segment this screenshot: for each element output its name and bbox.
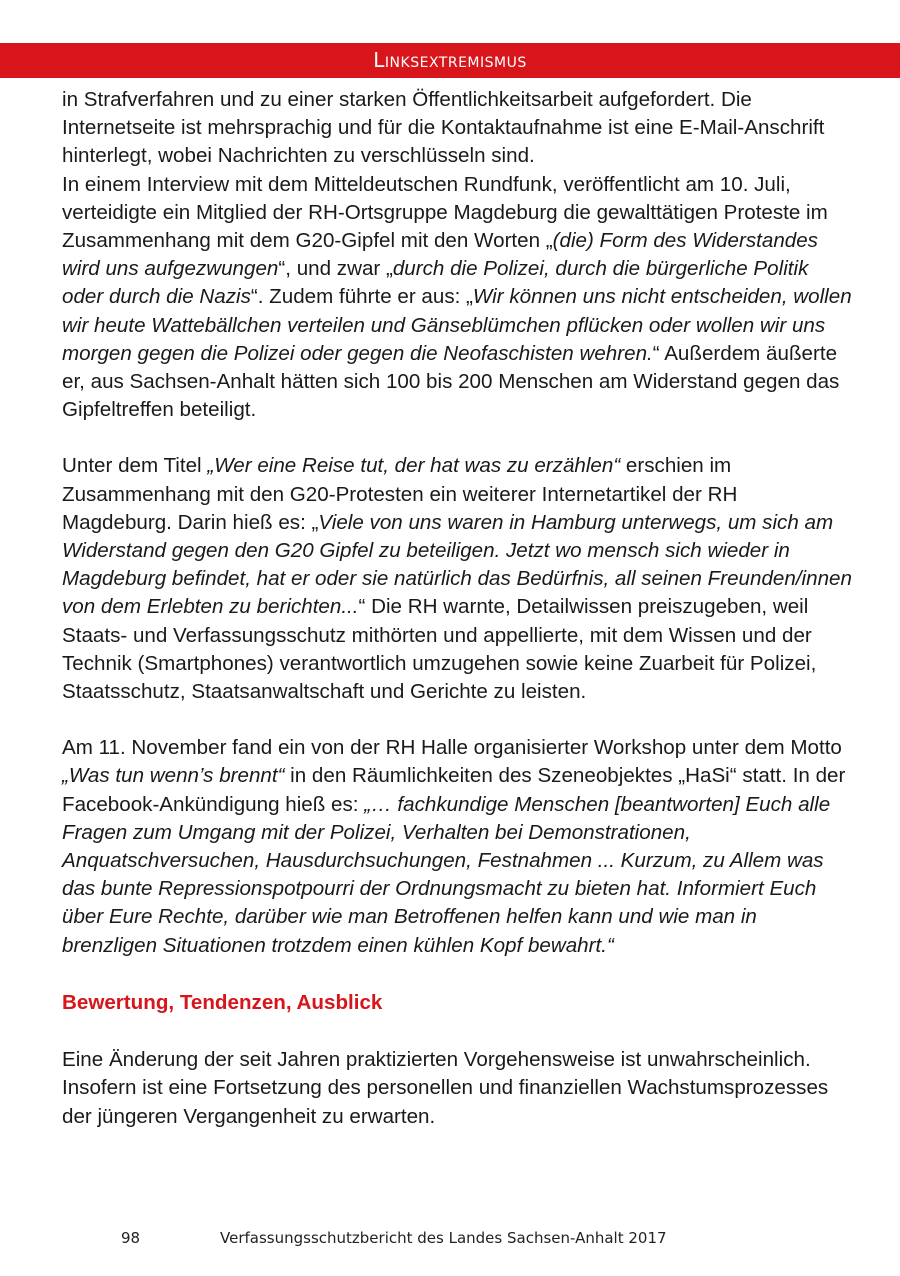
quoted-text: durch die Polizei, durch die bürgerliche Politik oder durch die Nazis	[62, 257, 809, 309]
paragraph-1	[62, 86, 852, 171]
quoted-text: (die) Form des Widerstandes wird uns aufgezwungen	[62, 229, 818, 281]
text-run: erschien im Zusammenhang mit den G20-Protesten ein weiterer Internetartikel der RH Magdeburg. Darin hieß es: „	[62, 454, 738, 534]
body-text	[62, 86, 852, 1131]
section-heading: Bewertung, Tendenzen, Ausblick	[62, 990, 383, 1014]
quoted-text: „… fachkundige Menschen [beantworten] Euch alle Fragen zum Umgang mit der Polizei, Verhalten bei Demonstrationen, Anquatschversuchen, Hausdurchsuchungen, Festnahmen ... Kurzum, zu Allem was das bunte Repressionspotpourri der Ordnungsmacht zu bieten hat. Informiert Euch über Eure Rechte, darüber wie man Betroffenen helfen kann und wie man in brenzligen Situationen trotzdem einen kühlen Kopf bewahrt.“	[62, 792, 831, 957]
paragraph-5	[62, 1046, 852, 1131]
text-run: Unter dem Titel	[62, 454, 208, 478]
text-run: “, und zwar „	[278, 257, 393, 281]
text-run: Eine Änderung der seit Jahren praktizierten Vorgehensweise ist unwahrscheinlich. Insofern ist eine Fortsetzung des personellen und finanziellen Wachstumsprozesses der jüngeren Vergangenheit zu erwarten.	[62, 1048, 829, 1128]
text-run: “ Die RH warnte, Detailwissen preiszugeben, weil Staats- und Verfassungsschutz mithörten und appellierte, mit dem Wissen und der Technik (Smartphones) verantwortlich umzugehen sowie keine Zuarbeit für Polizei, Staatsschutz, Staatsanwaltschaft und Gerichte zu leisten.	[62, 595, 817, 704]
quoted-text: „Wer eine Reise tut, der hat was zu erzählen“	[207, 454, 621, 478]
quoted-text: Wir können uns nicht entscheiden, wollen wir heute Wattebällchen verteilen und Gänseblümchen pflücken oder wollen wir uns morgen gegen die Polizei oder gegen die Neofaschisten wehren.	[62, 285, 852, 365]
text-run: in den Räumlichkeiten des Szeneobjektes „HaSi“ statt. In der Facebook-Ankündigung hieß es:	[62, 764, 846, 816]
quoted-text: „Was tun wenn’s brennt“	[62, 764, 285, 788]
text-run: In einem Interview mit dem Mitteldeutschen Rundfunk, veröffentlicht am 10. Juli, verteidigte ein Mitglied der RH-Ortsgruppe Magdeburg die gewalttätigen Proteste im Zusammenhang mit dem G20-Gipfel mit den Worten „	[62, 172, 828, 253]
page-number: 98	[121, 1229, 141, 1247]
text-run: “ Außerdem äußerte er, aus Sachsen-Anhalt hätten sich 100 bis 200 Menschen am Widerstand gegen das Gipfeltreffen beteiligt.	[62, 341, 840, 422]
paragraph-3	[62, 452, 852, 706]
quoted-text: Viele von uns waren in Hamburg unterwegs, um sich am Widerstand gegen den G20 Gipfel zu beteiligen. Jetzt wo mensch sich wieder in Magdeburg befindet, hat er oder sie natürlich das Bedürfnis, all seinen Freunden/innen von dem Erlebten zu berichten...	[62, 510, 852, 619]
text-run: in Strafverfahren und zu einer starken Öffentlichkeitsarbeit aufgefordert. Die Internetseite ist mehrsprachig und für die Kontaktaufnahme ist eine E-Mail-Anschrift hinterlegt, wobei Nachrichten zu verschlüsseln sind.	[62, 88, 825, 168]
paragraph-4	[62, 734, 852, 960]
section-header-banner	[0, 43, 900, 78]
paragraph-2	[62, 171, 852, 425]
publication-title: Verfassungsschutzbericht des Landes Sachsen-Anhalt 2017	[220, 1229, 667, 1247]
text-run: “. Zudem führte er aus: „	[250, 285, 473, 309]
section-title: Linksextremismus	[373, 48, 527, 72]
page-footer	[0, 1229, 900, 1253]
text-run: Am 11. November fand ein von der RH Halle organisierter Workshop unter dem Motto	[62, 736, 842, 760]
